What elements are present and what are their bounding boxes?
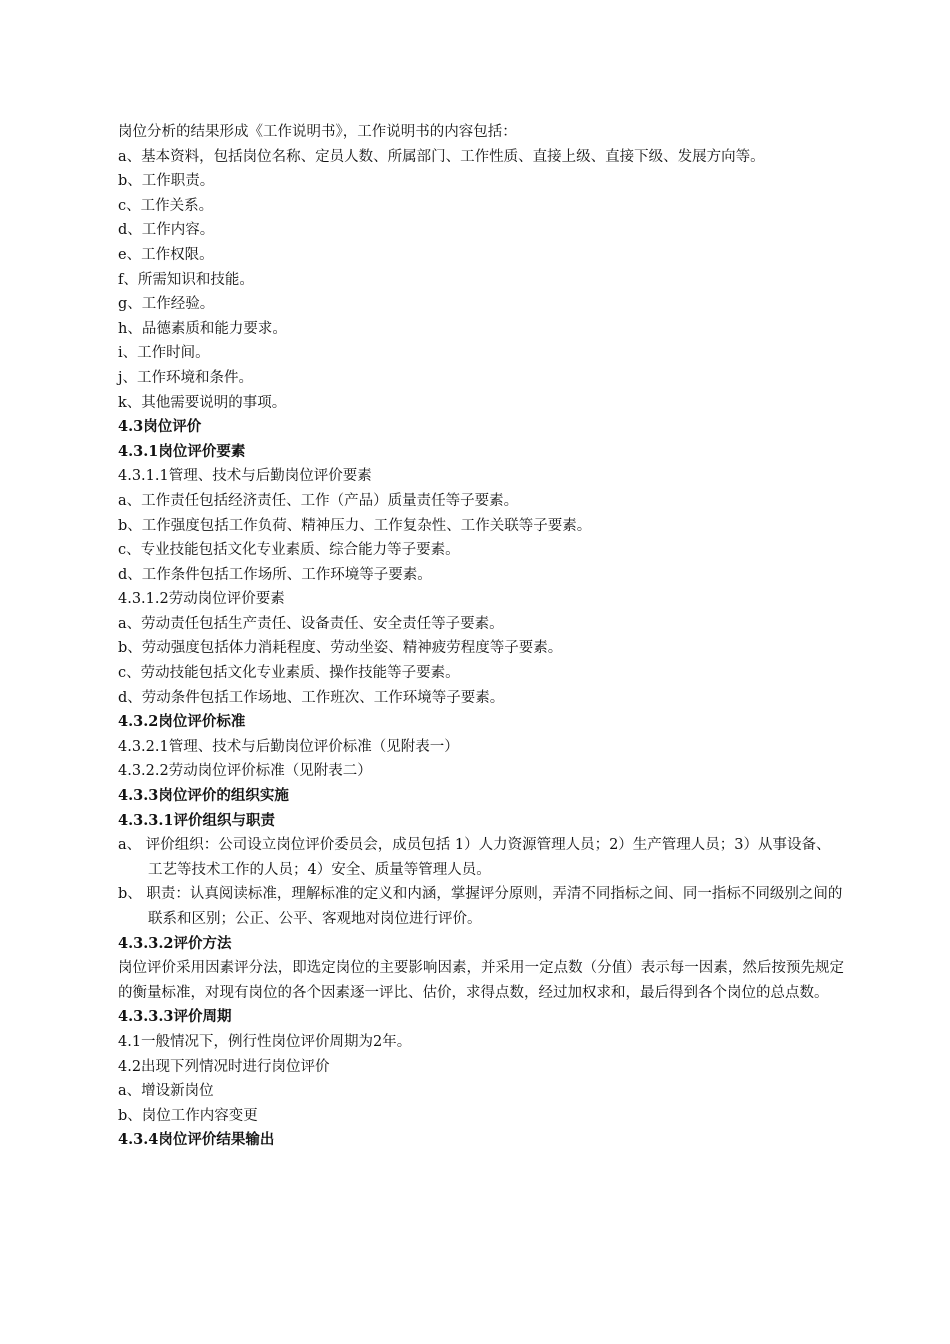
method-paragraph: 岗位评价采用因素评分法，即选定岗位的主要影响因素，并采用一定点数（分值）表示每一因素，然后按预先规定的衡量标准，对现有岗位的各个因素逐一评比、估价，求得点数，经过加权求和，最后得到各个岗位的总点数。 xyxy=(118,960,844,1001)
section-heading-4-3: 4.3岗位评价 xyxy=(118,418,202,436)
section-heading-4-3-3-3: 4.3.3.3评价周期 xyxy=(118,1008,232,1026)
list-item-g: g、工作经验。 xyxy=(118,296,215,313)
list-item-c: c、工作关系。 xyxy=(118,197,214,214)
section-heading-4-3-2: 4.3.2岗位评价标准 xyxy=(118,713,246,731)
section-heading-4-3-1: 4.3.1岗位评价要素 xyxy=(118,442,246,460)
cycle-sub-item-a: a、增设新岗位 xyxy=(118,1083,214,1100)
standard-item-4-3-2-1: 4.3.2.1管理、技术与后勤岗位评价标准（见附表一） xyxy=(118,738,459,755)
labor-element-item-a: a、劳动责任包括生产责任、设备责任、安全责任等子要素。 xyxy=(118,615,504,632)
section-heading-4-3-3-1: 4.3.3.1评价组织与职责 xyxy=(118,811,276,829)
list-item-e: e、工作权限。 xyxy=(118,246,214,263)
cycle-sub-item-b: b、岗位工作内容变更 xyxy=(118,1107,258,1124)
list-item-d: d、工作内容。 xyxy=(118,222,215,239)
intro-line: 岗位分析的结果形成《工作说明书》，工作说明书的内容包括： xyxy=(118,124,517,140)
labor-element-item-c: c、劳动技能包括文化专业素质、操作技能等子要素。 xyxy=(118,665,460,682)
list-item-j: j、工作环境和条件。 xyxy=(118,369,253,386)
list-item-k: k、其他需要说明的事项。 xyxy=(118,394,287,411)
list-item-f: f、所需知识和技能。 xyxy=(118,271,254,288)
element-item-b: b、工作强度包括工作负荷、精神压力、工作复杂性、工作关联等子要素。 xyxy=(118,517,592,534)
subsection-heading-4-3-1-1: 4.3.1.1管理、技术与后勤岗位评价要素 xyxy=(118,468,372,485)
element-item-d: d、工作条件包括工作场所、工作环境等子要素。 xyxy=(118,566,432,583)
standard-item-4-3-2-2: 4.3.2.2劳动岗位评价标准（见附表二） xyxy=(118,763,372,780)
section-heading-4-3-3-2: 4.3.3.2评价方法 xyxy=(118,934,232,952)
list-item-h: h、品德素质和能力要求。 xyxy=(118,320,287,337)
labor-element-item-b: b、劳动强度包括体力消耗程度、劳动坐姿、精神疲劳程度等子要素。 xyxy=(118,640,563,657)
list-item-a: a、基本资料，包括岗位名称、定员人数、所属部门、工作性质、直接上级、直接下级、发展方向等。 xyxy=(118,148,765,165)
element-item-a: a、工作责任包括经济责任、工作（产品）质量责任等子要素。 xyxy=(118,492,519,509)
subsection-heading-4-3-1-2: 4.3.1.2劳动岗位评价要素 xyxy=(118,591,285,608)
list-item-b: b、工作职责。 xyxy=(118,173,215,190)
element-item-c: c、专业技能包括文化专业素质、综合能力等子要素。 xyxy=(118,542,460,559)
document-body xyxy=(118,120,844,1153)
labor-element-item-d: d、劳动条件包括工作场地、工作班次、工作环境等子要素。 xyxy=(118,689,505,706)
organization-item-a: a、 评价组织：公司设立岗位评价委员会，成员包括 1）人力资源管理人员；2）生产管理人员；3）从事设备、工艺等技术工作的人员；4）安全、质量等管理人员。 xyxy=(118,837,831,878)
cycle-item-4-2: 4.2出现下列情况时进行岗位评价 xyxy=(118,1058,330,1075)
duty-item-b: b、 职责：认真阅读标准，理解标准的定义和内涵，掌握评分原则，弄清不同指标之间、同一指标不同级别之间的联系和区别；公正、公平、客观地对岗位进行评价。 xyxy=(118,886,843,927)
cycle-item-4-1: 4.1一般情况下，例行性岗位评价周期为2年。 xyxy=(118,1033,412,1050)
section-heading-4-3-3: 4.3.3岗位评价的组织实施 xyxy=(118,787,289,805)
list-item-i: i、工作时间。 xyxy=(118,345,210,362)
section-heading-4-3-4: 4.3.4岗位评价结果输出 xyxy=(118,1131,275,1149)
